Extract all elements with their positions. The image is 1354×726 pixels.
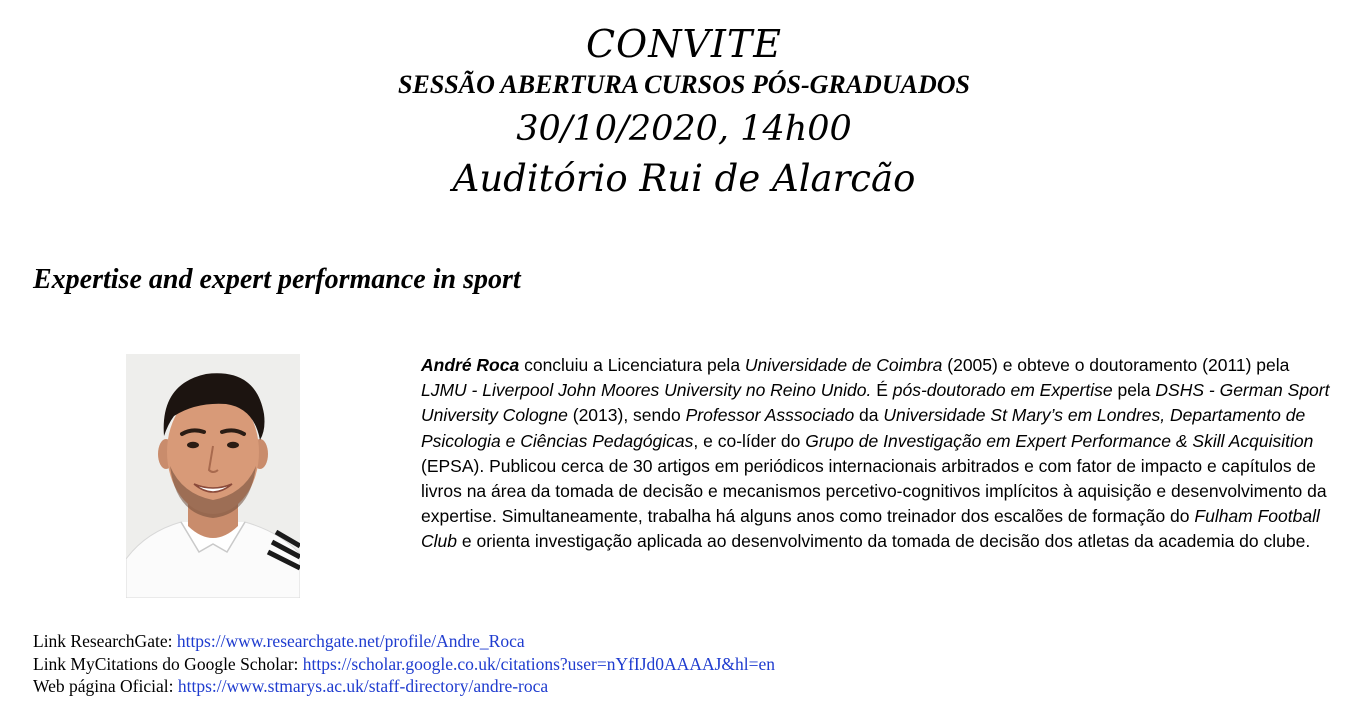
event-venue: Auditório Rui de Alarcão xyxy=(452,157,916,200)
bio-emphasis: Fulham Football Club xyxy=(421,506,1320,552)
official-page-link[interactable]: https://www.stmarys.ac.uk/staff-directory/andre-roca xyxy=(177,676,549,696)
bio-emphasis: DSHS - German Sport University Cologne xyxy=(421,380,1330,426)
bio-text: É xyxy=(871,380,893,401)
link-row-researchgate xyxy=(33,630,775,653)
link-label: Web página Oficial: xyxy=(33,676,178,696)
bio-text: pela xyxy=(1112,380,1156,401)
link-row-google-scholar xyxy=(33,653,775,676)
bio-text: (EPSA). Publicou cerca de 30 artigos em periódicos internacionais arbitrados e com fator de impacto e capítulos de livros na área da tomada de decisão e mecanismos percetivo-cognitivos implícitos à aquisição e desenvolvimento da expertise. Simultaneamente, trabalha há alguns anos como treinador dos escalões de formação do xyxy=(421,455,1327,527)
researchgate-link[interactable]: https://www.researchgate.net/profile/Andre_Roca xyxy=(176,631,525,651)
link-label: Link ResearchGate: xyxy=(33,631,177,651)
bio-text: (2013), sendo xyxy=(567,405,686,426)
talk-title: Expertise and expert performance in sport xyxy=(33,264,521,295)
speaker-photo xyxy=(126,354,300,598)
link-label: Link MyCitations do Google Scholar: xyxy=(33,653,303,674)
bio-emphasis: Professor Asssociado xyxy=(685,405,855,426)
link-row-official-page xyxy=(33,675,775,698)
bio-text: (2005) e obteve o doutoramento (2011) pela xyxy=(942,355,1290,375)
bio-text: e orienta investigação aplicada ao desenvolvimento da tomada de decisão dos atletas da academia do clube. xyxy=(457,531,1311,552)
event-date: 30/10/2020, 14h00 xyxy=(516,109,852,149)
speaker-portrait-image xyxy=(126,354,300,598)
bio-emphasis: Universidade de Coimbra xyxy=(744,355,943,375)
bio-text: concluiu a Licenciatura pela xyxy=(519,355,745,375)
bio-emphasis: LJMU - Liverpool John Moores University no Reino Unido. xyxy=(421,380,872,401)
bio-emphasis: pós-doutorado em Expertise xyxy=(892,380,1113,401)
speaker-biography xyxy=(421,353,1331,555)
bio-text: , e co-líder do xyxy=(693,430,806,451)
bio-emphasis: Grupo de Investigação em Expert Performance & Skill Acquisition xyxy=(805,430,1314,451)
speaker-name: André Roca xyxy=(421,355,520,375)
session-title: SESSÃO ABERTURA CURSOS PÓS-GRADUADOS xyxy=(398,70,970,99)
bio-text: da xyxy=(854,405,884,426)
invitation-title: CONVITE xyxy=(585,22,783,66)
invitation-header xyxy=(0,22,1354,204)
google-scholar-link[interactable]: https://scholar.google.co.uk/citations?user=nYfIJd0AAAAJ&hl=en xyxy=(302,653,776,674)
bio-emphasis: Universidade St Mary’s em Londres, Departamento de Psicologia e Ciências Pedagógicas xyxy=(421,405,1306,451)
speaker-links xyxy=(33,630,775,698)
